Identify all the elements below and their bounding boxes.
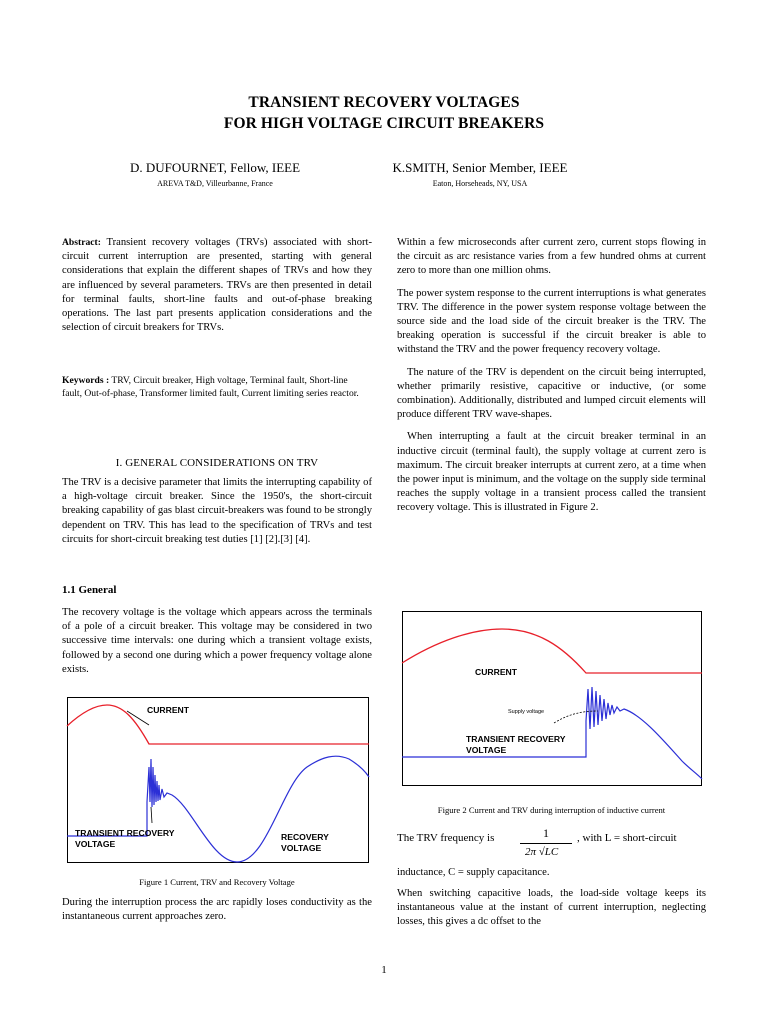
formula-prefix: The TRV frequency is [397,832,495,844]
author-2-name: K.SMITH, Senior Member, IEEE [392,160,568,175]
right-paragraph-2: The power system response to the current interruptions is what generates TRV. The difference in the power system response voltage between the source side and the load side of the circuit breaker is the TRV. The breaking operation is successful if the circuit breaker is able to withstand the TRV and the power frequency recovery voltage. [397,287,706,356]
abstract-label: Abstract: [62,237,101,248]
figure-1-current-label: CURRENT [147,705,190,715]
figure-2-plot [402,611,702,786]
right-paragraph-1: Within a few microseconds after current zero, current stops flowing in the circuit as arc resistance varies from a few hundred ohms at current zero to more than one million ohms. [397,237,706,277]
keywords-label: Keywords : [62,375,110,386]
left-bottom-paragraph: During the interruption process the arc rapidly loses conductivity as the instantaneous current approaches zero. [62,897,372,923]
formula-suffix: , with L = short-circuit [577,832,677,844]
abstract-text: Transient recovery voltages (TRVs) associated with short-circuit current interruption are presented, starting with general considerations that explain the different shapes of TRVs and how they are influenced by several parameters. TRVs are then presented in detail for terminal faults, short-line faults and out-of-phase breaking operations. The last part presents application considerations and the selection of circuit breakers for TRVs. [62,237,372,334]
right-last-paragraph: When switching capacitive loads, the load-side voltage keeps its instantaneous value at the instant of current interruption, neglecting losses, this gives a dc offset to the [397,888,706,928]
section-1-paragraph: The TRV is a decisive parameter that limits the interrupting capability of a high-voltage circuit breaker. Since the 1950's, the short-circuit breaking capability of gas blast circuit-breakers was found to be strongly dependent on TRV. This has lead to the specification of TRVs and test circuits for short-circuit breaking test duties [1] [2].[3] [4]. [62,477,372,545]
figure-1-recovery-voltage-label: RECOVERY VOLTAGE [281,832,329,853]
figure-2-frame [403,612,702,786]
paper-title-line1: TRANSIENT RECOVERY VOLTAGES [248,94,520,111]
figure-1-trv-label: TRANSIENT RECOVERY VOLTAGE [75,828,175,849]
figure-1 [67,697,369,863]
figure-2-trv-label: TRANSIENT RECOVERY VOLTAGE [466,734,566,755]
subsection-1-1-heading: 1.1 General [62,584,117,596]
page-number: 1 [381,964,387,976]
formula-line-2: inductance, C = supply capacitance. [397,867,550,878]
formula-denominator: 2π √LC [525,846,559,858]
figure-2-current-label: CURRENT [475,667,518,677]
trv-frequency-formula [397,826,706,864]
paper-title-line2: FOR HIGH VOLTAGE CIRCUIT BREAKERS [223,115,545,132]
keywords-text: TRV, Circuit breaker, High voltage, Terminal fault, Short-line fault, Out-of-phase, Transformer limited fault, Current limiting series reactor. [62,375,359,400]
figure-2-supply-voltage-label: Supply voltage [508,709,545,715]
figure-2 [402,611,702,786]
section-1-heading: I. GENERAL CONSIDERATIONS ON TRV [115,457,319,469]
figure-2-caption: Figure 2 Current and TRV during interruption of inductive current [437,805,666,815]
right-paragraph-4: When interrupting a fault at the circuit breaker terminal in an inductive circuit (terminal fault), the supply voltage at current zero is maximum. The circuit breaker interrupts at current zero, at a time when the power input is minimum, and the voltage on the supply side terminal reaches the supply voltage in a transient process called the transient recovery voltage. This is illustrated in Figure 2. [397,431,706,514]
formula-numerator: 1 [543,826,549,840]
author-1-affiliation: AREVA T&D, Villeurbanne, France [157,179,273,188]
formula-fraction-bar [520,843,572,844]
keywords [62,374,367,401]
abstract [62,236,372,335]
right-column-text [397,236,706,522]
figure-1-caption: Figure 1 Current, TRV and Recovery Voltage [139,877,295,887]
author-2-affiliation: Eaton, Horseheads, NY, USA [432,179,528,188]
author-1-name: D. DUFOURNET, Fellow, IEEE [129,160,301,175]
right-paragraph-3: The nature of the TRV is dependent on the circuit being interrupted, whether primarily resistive, capacitive or inductive, (or some combination). Additionally, distributed and lumped circuit elements will produce different TRV wave-shapes. [397,366,706,421]
subsection-1-1-paragraph: The recovery voltage is the voltage which appears across the terminals of a pole of a circuit breaker. This voltage may be considered in two successive time intervals: one during which a transient voltage exists, followed by a second one during which a power frequency voltage alone exists. [62,607,372,675]
